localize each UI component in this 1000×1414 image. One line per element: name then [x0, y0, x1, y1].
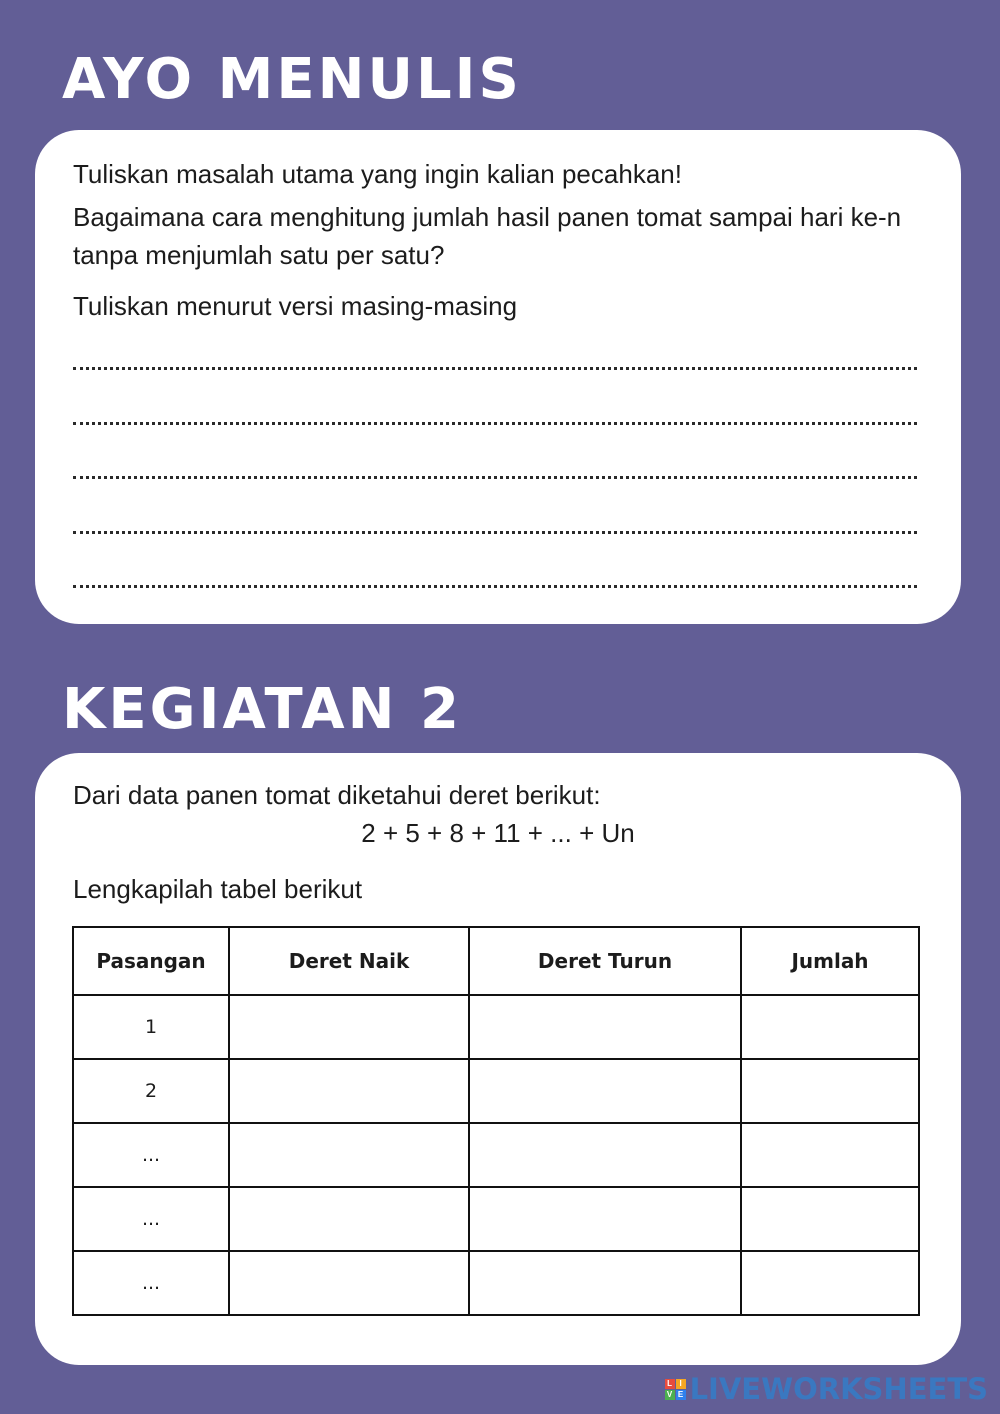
pair-number-cell: ... [73, 1123, 229, 1187]
logo-letter-e: E [676, 1390, 686, 1400]
table-row [73, 1251, 919, 1315]
table-row [73, 995, 919, 1059]
answer-line-4[interactable] [73, 531, 917, 534]
table-row [73, 1187, 919, 1251]
deret-turun-cell[interactable] [469, 995, 741, 1059]
logo-letter-i: I [676, 1379, 686, 1389]
pair-number-cell: 2 [73, 1059, 229, 1123]
deret-turun-cell[interactable] [469, 1059, 741, 1123]
jumlah-cell[interactable] [741, 1251, 919, 1315]
version-prompt: Tuliskan menurut versi masing-masing [73, 291, 518, 321]
pair-number-cell: ... [73, 1187, 229, 1251]
liveworksheets-watermark [665, 1372, 988, 1406]
jumlah-cell[interactable] [741, 1123, 919, 1187]
answer-line-1[interactable] [73, 367, 917, 370]
watermark-text: LIVEWORKSHEETS [689, 1372, 988, 1406]
deret-naik-cell[interactable] [229, 995, 469, 1059]
answer-line-2[interactable] [73, 422, 917, 425]
jumlah-cell[interactable] [741, 995, 919, 1059]
writing-prompt: Tuliskan masalah utama yang ingin kalian pecahkan! [73, 159, 682, 189]
pairs-table [72, 926, 920, 1316]
deret-turun-cell[interactable] [469, 1123, 741, 1187]
pair-number-cell: 1 [73, 995, 229, 1059]
table-row [73, 1059, 919, 1123]
deret-naik-cell[interactable] [229, 1187, 469, 1251]
header-pasangan: Pasangan [73, 927, 229, 995]
activity-card [35, 753, 961, 1365]
header-deret-turun: Deret Turun [469, 927, 741, 995]
writing-card [35, 130, 961, 624]
answer-line-5[interactable] [73, 585, 917, 588]
pair-number-cell: ... [73, 1251, 229, 1315]
deret-naik-cell[interactable] [229, 1251, 469, 1315]
table-prompt: Lengkapilah tabel berikut [73, 874, 363, 904]
deret-naik-cell[interactable] [229, 1123, 469, 1187]
liveworksheets-logo-icon [665, 1379, 686, 1400]
header-jumlah: Jumlah [741, 927, 919, 995]
section-title-kegiatan-2: KEGIATAN 2 [62, 677, 462, 742]
main-question: Bagaimana cara menghitung jumlah hasil panen tomat sampai hari ke-n tanpa menjumlah satu per satu? [73, 202, 902, 270]
header-deret-naik: Deret Naik [229, 927, 469, 995]
deret-turun-cell[interactable] [469, 1251, 741, 1315]
activity-intro: Dari data panen tomat diketahui deret berikut: [73, 780, 601, 810]
deret-naik-cell[interactable] [229, 1059, 469, 1123]
deret-turun-cell[interactable] [469, 1187, 741, 1251]
logo-letter-v: V [665, 1390, 675, 1400]
section-title-ayo-menulis: AYO MENULIS [62, 47, 522, 112]
table-header-row [73, 927, 919, 995]
table-row [73, 1123, 919, 1187]
series-formula: 2 + 5 + 8 + 11 + ... + Un [361, 818, 635, 848]
jumlah-cell[interactable] [741, 1187, 919, 1251]
answer-line-3[interactable] [73, 476, 917, 479]
logo-letter-l: L [665, 1379, 675, 1389]
jumlah-cell[interactable] [741, 1059, 919, 1123]
